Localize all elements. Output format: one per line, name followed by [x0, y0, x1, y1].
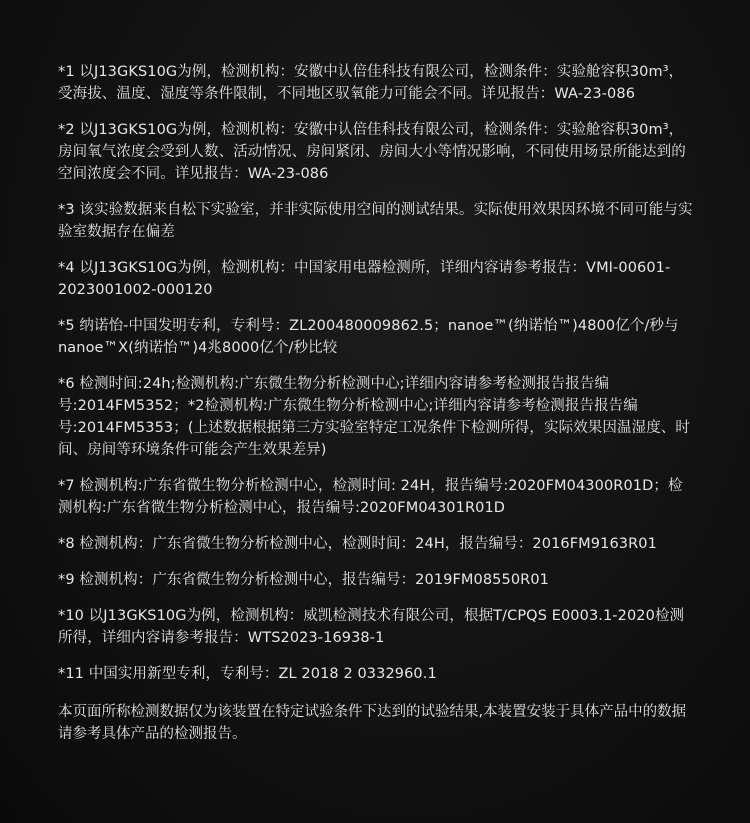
footnote-4: *4 以J13GKS10G为例，检测机构：中国家用电器检测所，详细内容请参考报告：VMI-00601-2023001002-000120	[58, 260, 671, 298]
footnote-1: *1 以J13GKS10G为例，检测机构：安徽中认倍佳科技有限公司，检测条件：实验舱容积30m³，受海拔、温度、湿度等条件限制，不同地区驭氧能力可能会不同。详见报告：WA-23-086	[58, 64, 684, 102]
footnote-2: *2 以J13GKS10G为例，检测机构：安徽中认倍佳科技有限公司，检测条件：实验舱容积30m³，房间氧气浓度会受到人数、活动情况、房间紧闭、房间大小等情况影响，不同使用场景所能达到的空间浓度会不同。详见报告：WA-23-086	[58, 122, 686, 182]
footnote-9: *9 检测机构：广东省微生物分析检测中心，报告编号：2019FM08550R01	[58, 572, 549, 588]
disclaimer-text: 本页面所称检测数据仅为该装置在特定试验条件下达到的试验结果,本装置安装于具体产品中的数据请参考具体产品的检测报告。	[58, 704, 687, 742]
footnote-7: *7 检测机构:广东省微生物分析检测中心，检测时间: 24H，报告编号:2020FM04300R01D；检测机构:广东省微生物分析检测中心，报告编号:2020FM04301R01D	[58, 478, 683, 516]
footnote-6: *6 检测时间:24h;检测机构:广东微生物分析检测中心;详细内容请参考检测报告报告编号:2014FM5352；*2检测机构:广东微生物分析检测中心;详细内容请参考检测报告报告编号:2014FM5353；(上述数据根据第三方实验室特定工况条件下检测所得，实际效果因温湿度、时间、房间等环境条件可能会产生效果差异)	[58, 376, 690, 458]
footnote-11: *11 中国实用新型专利，专利号：ZL 2018 2 0332960.1	[58, 666, 437, 682]
footnote-3: *3 该实验数据来自松下实验室，并非实际使用空间的测试结果。实际使用效果因环境不同可能与实验室数据存在偏差	[58, 202, 693, 240]
footnote-5: *5 纳诺怡-中国发明专利，专利号：ZL200480009862.5；nanoe™(纳诺怡™)4800亿个/秒与nanoe™X(纳诺怡™)4兆8000亿个/秒比较	[58, 318, 679, 356]
footnote-10: *10 以J13GKS10G为例，检测机构：威凯检测技术有限公司，根据T/CPQS E0003.1-2020检测所得，详细内容请参考报告：WTS2023-16938-1	[58, 608, 685, 646]
footnote-8: *8 检测机构：广东省微生物分析检测中心，检测时间：24H，报告编号：2016FM9163R01	[58, 536, 657, 552]
